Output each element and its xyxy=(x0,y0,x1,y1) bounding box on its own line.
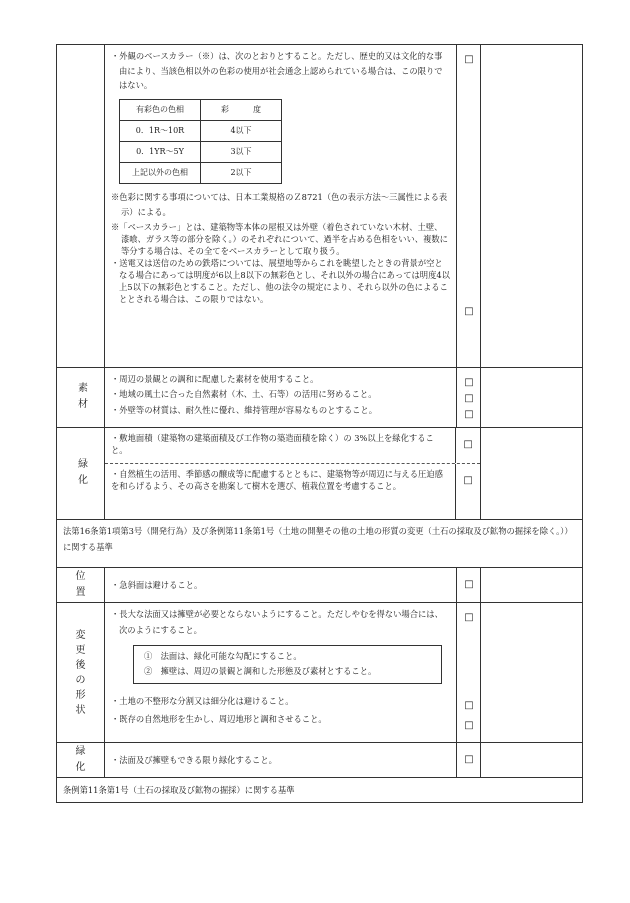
check-column xyxy=(457,603,481,742)
base-color-definition-note: ※「ベースカラー」とは、建築物等本体の屋根又は外壁（着色されていない木材、土壁、漆喰、ガラス等の部分を除く。）のそれぞれについて、過半を占める色相をいい、複数に等分する場合は、その全てをベースカラーとして取り扱う。 xyxy=(111,222,448,257)
shape-content xyxy=(105,603,457,742)
base-color-intro: ・外観のベースカラー（※）は、次のとおりとすること。ただし、歴史的又は文化的な事由により、当該色相以外の色彩の使用が社会通念上認められている場合は、この限りではない。 xyxy=(111,51,443,91)
condition-item: ① 法面は、緑化可能な勾配にすること。 xyxy=(144,650,302,661)
checkbox[interactable]: □ xyxy=(464,393,474,404)
remarks-cell xyxy=(481,743,582,777)
greening-content-group xyxy=(105,428,481,519)
checkbox[interactable]: □ xyxy=(464,720,474,731)
remarks-cell xyxy=(481,45,582,367)
row-base-color xyxy=(57,45,582,368)
list-item: ・法面及び擁壁もできる限り緑化すること。 xyxy=(111,754,277,765)
label-greening-slopes: 緑化 xyxy=(57,743,105,777)
table-cell: 4以下 xyxy=(201,120,282,141)
row-shape-after-change xyxy=(57,603,582,743)
list-item: ・既存の自然地形を生かし、周辺地形と調和させること。 xyxy=(111,714,327,725)
guideline-table xyxy=(56,44,583,803)
greening-slopes-content xyxy=(105,743,457,777)
table-cell: 0．1YR～5Y xyxy=(120,141,201,162)
greening-vegetation-item: ・自然植生の活用、季節感の醸成等に配慮するとともに、建築物等が周辺に与える圧迫感を和らげるよう、その高さを勘案して樹木を選び、植栽位置を考慮すること。 xyxy=(105,464,456,519)
list-item: ・地域の風土に合った自然素材（木、土、石等）の活用に努めること。 xyxy=(111,389,377,400)
checkbox[interactable]: □ xyxy=(463,439,473,450)
checkbox[interactable]: □ xyxy=(464,54,474,65)
section-title: 法第16条第1項第3号（開発行為）及び条例第11条第1号（土地の開墾その他の土地の形質の変更（土石の採取及び鉱物の掘採を除く。））に関する基準 xyxy=(63,526,573,552)
row-materials xyxy=(57,368,582,428)
checkbox[interactable]: □ xyxy=(463,475,473,486)
list-item: ・長大な法面又は擁壁が必要とならないようにすること。ただしやむを得ない場合には、次のようにすること。 xyxy=(111,609,443,635)
check-column xyxy=(457,45,481,367)
row-greening-slopes xyxy=(57,743,582,778)
table-row xyxy=(120,120,282,141)
list-item: ・土地の不整形な分割又は細分化は避けること。 xyxy=(111,696,294,706)
check-column xyxy=(457,568,481,602)
label-shape-after-change: 変更後の形状 xyxy=(57,603,105,742)
remarks-cell xyxy=(481,428,582,519)
greening-area-item: ・敷地面積（建築物の建築面積及び工作物の築造面積を除く）の 3%以上を緑化すること。 xyxy=(105,428,456,463)
tower-color-item: ・送電又は送信のための鉄塔については、展望地等からこれを眺望したときの背景が空となる場合にあっては明度が6以上8以下の無彩色とし、それ以外の場合にあっては明度4以上5以下の無彩色とすること。ただし、他の法令の規定により、それら以外の色によることとされる場合は、この限りではない。 xyxy=(111,258,450,305)
table-cell: 0．1R～10R xyxy=(120,120,201,141)
condition-item: ② 擁壁は、周辺の景観と調和した形態及び素材とすること。 xyxy=(144,666,377,677)
slope-conditions-box xyxy=(133,645,442,685)
list-item: ・急斜面は避けること。 xyxy=(111,579,203,590)
greening-sub-row xyxy=(105,463,480,519)
table-header: 彩 度 xyxy=(201,99,282,120)
label-empty xyxy=(57,45,105,367)
base-color-content xyxy=(105,45,457,367)
table-row xyxy=(120,99,282,120)
check-column xyxy=(456,464,480,519)
color-saturation-table xyxy=(119,99,282,184)
checkbox[interactable]: □ xyxy=(464,579,474,590)
checkbox[interactable]: □ xyxy=(464,612,474,623)
label-position: 位置 xyxy=(57,568,105,602)
table-cell: 3以下 xyxy=(201,141,282,162)
row-position xyxy=(57,568,582,603)
remarks-cell xyxy=(481,568,582,602)
list-item: ・周辺の景観との調和に配慮した素材を使用すること。 xyxy=(111,374,319,384)
check-column xyxy=(457,368,481,427)
table-row xyxy=(120,141,282,162)
checkbox[interactable]: □ xyxy=(464,754,474,765)
table-header: 有彩色の色相 xyxy=(120,99,201,120)
section-header-excavation xyxy=(57,778,582,802)
check-column xyxy=(456,428,480,463)
list-item: ・外壁等の材質は、耐久性に優れ、維持管理が容易なものとすること。 xyxy=(111,404,378,415)
table-cell: 上記以外の色相 xyxy=(120,162,201,183)
position-content xyxy=(105,568,457,602)
section-header-development xyxy=(57,520,582,568)
label-greening: 緑化 xyxy=(57,428,105,519)
label-materials: 素材 xyxy=(57,368,105,427)
checkbox[interactable]: □ xyxy=(464,409,474,420)
table-row xyxy=(120,162,282,183)
remarks-cell xyxy=(481,368,582,427)
checkbox[interactable]: □ xyxy=(464,306,474,317)
materials-content xyxy=(105,368,457,427)
color-note: ※色彩に関する事項については、日本工業規格のＺ8721（色の表示方法～三属性による表示）による。 xyxy=(111,191,448,218)
check-column xyxy=(457,743,481,777)
checkbox[interactable]: □ xyxy=(464,700,474,711)
checkbox[interactable]: □ xyxy=(464,377,474,388)
table-cell: 2以下 xyxy=(201,162,282,183)
greening-sub-row xyxy=(105,428,480,463)
section-title: 条例第11条第1号（土石の採取及び鉱物の掘採）に関する基準 xyxy=(63,785,295,795)
remarks-cell xyxy=(481,603,582,742)
row-greening-buildings xyxy=(57,428,582,520)
